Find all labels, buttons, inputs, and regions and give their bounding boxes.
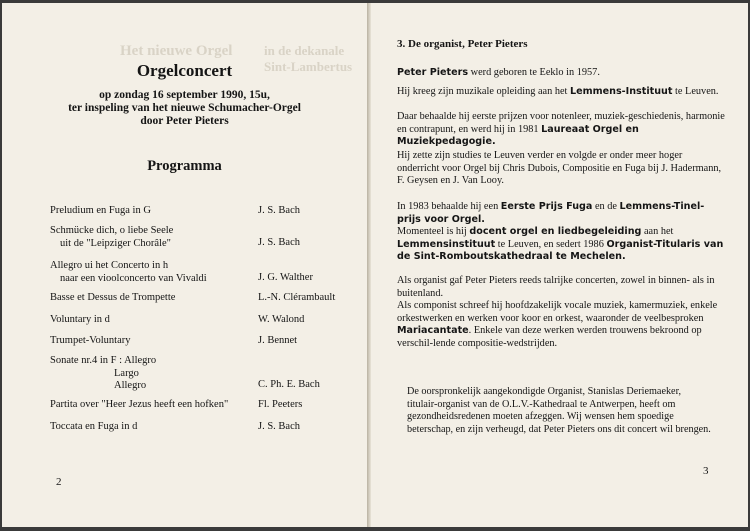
bio-emphasis: Peter Pieters [397, 67, 469, 78]
program-work-line: Toccata en Fuga in d [50, 421, 138, 432]
bio-text: . Enkele van deze werken werden trouwens bekroond op verschil-lende compositie-wedstrijden. [397, 325, 702, 349]
program-work-line: uit de "Leipziger Chorâle" [60, 237, 171, 249]
program-composer: J. S. Bach [258, 237, 300, 248]
program-composer: W. Walond [258, 314, 305, 325]
subtitle-line: op zondag 16 september 1990, 15u, [99, 89, 270, 101]
program-work [50, 314, 250, 327]
bio-emphasis: Laureaat Orgel en Muziekpedagogie. [397, 123, 639, 148]
showthrough-text: Het nieuwe Orgel [120, 43, 233, 59]
section-heading: 3. De organist, Peter Pieters [397, 38, 528, 50]
left-page [2, 3, 368, 527]
concert-title: Orgelconcert [136, 61, 233, 80]
concert-subtitle [2, 89, 367, 128]
bio-text: Hij zette zijn studies te Leuven verder en volgde er onder meer hoger onderricht voor Orgel bij Chris Dubois, Compositie en Fuga bij J. Hadermann, F. Geysen en J. Van Looy. [397, 150, 722, 187]
program-work-line: Trumpet-Voluntary [50, 335, 131, 346]
program-work-line: Allegro [114, 380, 147, 391]
program-work-line: Voluntary in d [50, 314, 110, 325]
program-composer: J. S. Bach [258, 421, 300, 432]
program-work [50, 399, 250, 412]
subtitle-line: ter inspeling van het nieuwe Schumacher-Orgel [68, 102, 301, 114]
program-work [50, 292, 250, 305]
bio-text: Hij kreeg zijn muzikale opleiding aan het [397, 86, 570, 97]
program-composer: J. Bennet [258, 335, 298, 346]
program-work [50, 205, 250, 218]
bio-emphasis: docent orgel en liedbegeleiding [469, 226, 642, 237]
bio-emphasis: Lemmens-Instituut [570, 86, 673, 97]
subtitle-line: door Peter Pieters [140, 115, 229, 127]
bio-text: te Leuven. [672, 86, 719, 97]
program-composer: Fl. Peeters [258, 399, 303, 410]
bio-text: en de [592, 201, 620, 212]
bio-emphasis: Eerste Prijs Fuga [500, 201, 593, 212]
bio-paragraph [397, 275, 727, 300]
showthrough-text-2: in de dekanale Sint-Lambertus [264, 43, 353, 74]
bio-paragraph [397, 226, 727, 264]
program-work-line: Preludium en Fuga in G [50, 205, 151, 216]
bio-paragraph [397, 150, 727, 188]
bio-text: aan het [641, 226, 674, 237]
bio-text: Als organist gaf Peter Pieters reeds talrijke concerten, zowel in binnen- als in buitenland. [397, 275, 715, 299]
bio-emphasis: Organist-Titularis van de Sint-Romboutskathedraal te Mechelen. [397, 238, 724, 263]
bio-paragraph [397, 201, 727, 226]
bio-text: werd geboren te Eeklo in 1957. [468, 67, 600, 78]
bio-emphasis: Lemmens-Tinel-prijs voor Orgel. [397, 201, 705, 225]
replacement-note: De oorspronkelijk aangekondigde Organist, Stanislas Deriemaeker, titulair-organist van de O.L.V.-Kathedraal te Antwerpen, heeft om gezondheidsredenen moeten afzeggen. Wij wensen hem spoedige beterschap, en zijn verheugd, dat Peter Pieters ons dit concert wil brengen. [407, 386, 711, 435]
program-work [50, 355, 250, 393]
bio-text: In 1983 behaalde hij een [397, 201, 501, 212]
program-work-line: Largo [114, 367, 139, 379]
bio-paragraph [397, 111, 727, 149]
bio-text: te Leuven, en sedert 1986 [495, 238, 607, 250]
program-composer: C. Ph. E. Bach [258, 379, 320, 390]
bio-paragraph [397, 67, 727, 80]
bio-text: Momenteel is hij [397, 226, 470, 237]
program-work-line: Basse et Dessus de Trompette [50, 292, 176, 303]
bio-paragraph [397, 86, 727, 99]
bio-text: Daar behaalde hij eerste prijzen voor notenleer, muziek-geschiedenis, harmonie en contrapunt, en werd hij in 1981 [397, 111, 725, 135]
program-heading: Programma [147, 158, 222, 174]
program-composer: J. G. Walther [258, 272, 313, 283]
bio-text: Als componist schreef hij hoofdzakelijk vocale muziek, kamermuziek, enkele orkestwerken en werken voor koor en orkest, waaronder de veelbesproken [397, 300, 718, 324]
program-work-line: Schmücke dich, o liebe Seele [50, 225, 174, 236]
program-work-line: Allegro ui het Concerto in h [50, 260, 169, 271]
program-composer: L.-N. Clérambault [258, 292, 336, 303]
bio-emphasis: Lemmensinstituut [397, 238, 496, 250]
program-work [50, 260, 250, 285]
program-work [50, 335, 250, 348]
program-work [50, 225, 250, 250]
bio-paragraph [397, 300, 727, 350]
program-work-line: Sonate nr.4 in F : Allegro [50, 355, 157, 366]
program-composer: J. S. Bach [258, 205, 300, 216]
page-number-left: 2 [56, 476, 62, 488]
program-work [50, 421, 250, 434]
bio-emphasis: Mariacantate [397, 325, 469, 337]
right-page [371, 3, 748, 527]
program-work-line: Partita over "Heer Jezus heeft een hofken" [50, 399, 229, 410]
page-number-right: 3 [703, 465, 709, 477]
program-work-line: naar een vioolconcerto van Vivaldi [60, 272, 207, 284]
